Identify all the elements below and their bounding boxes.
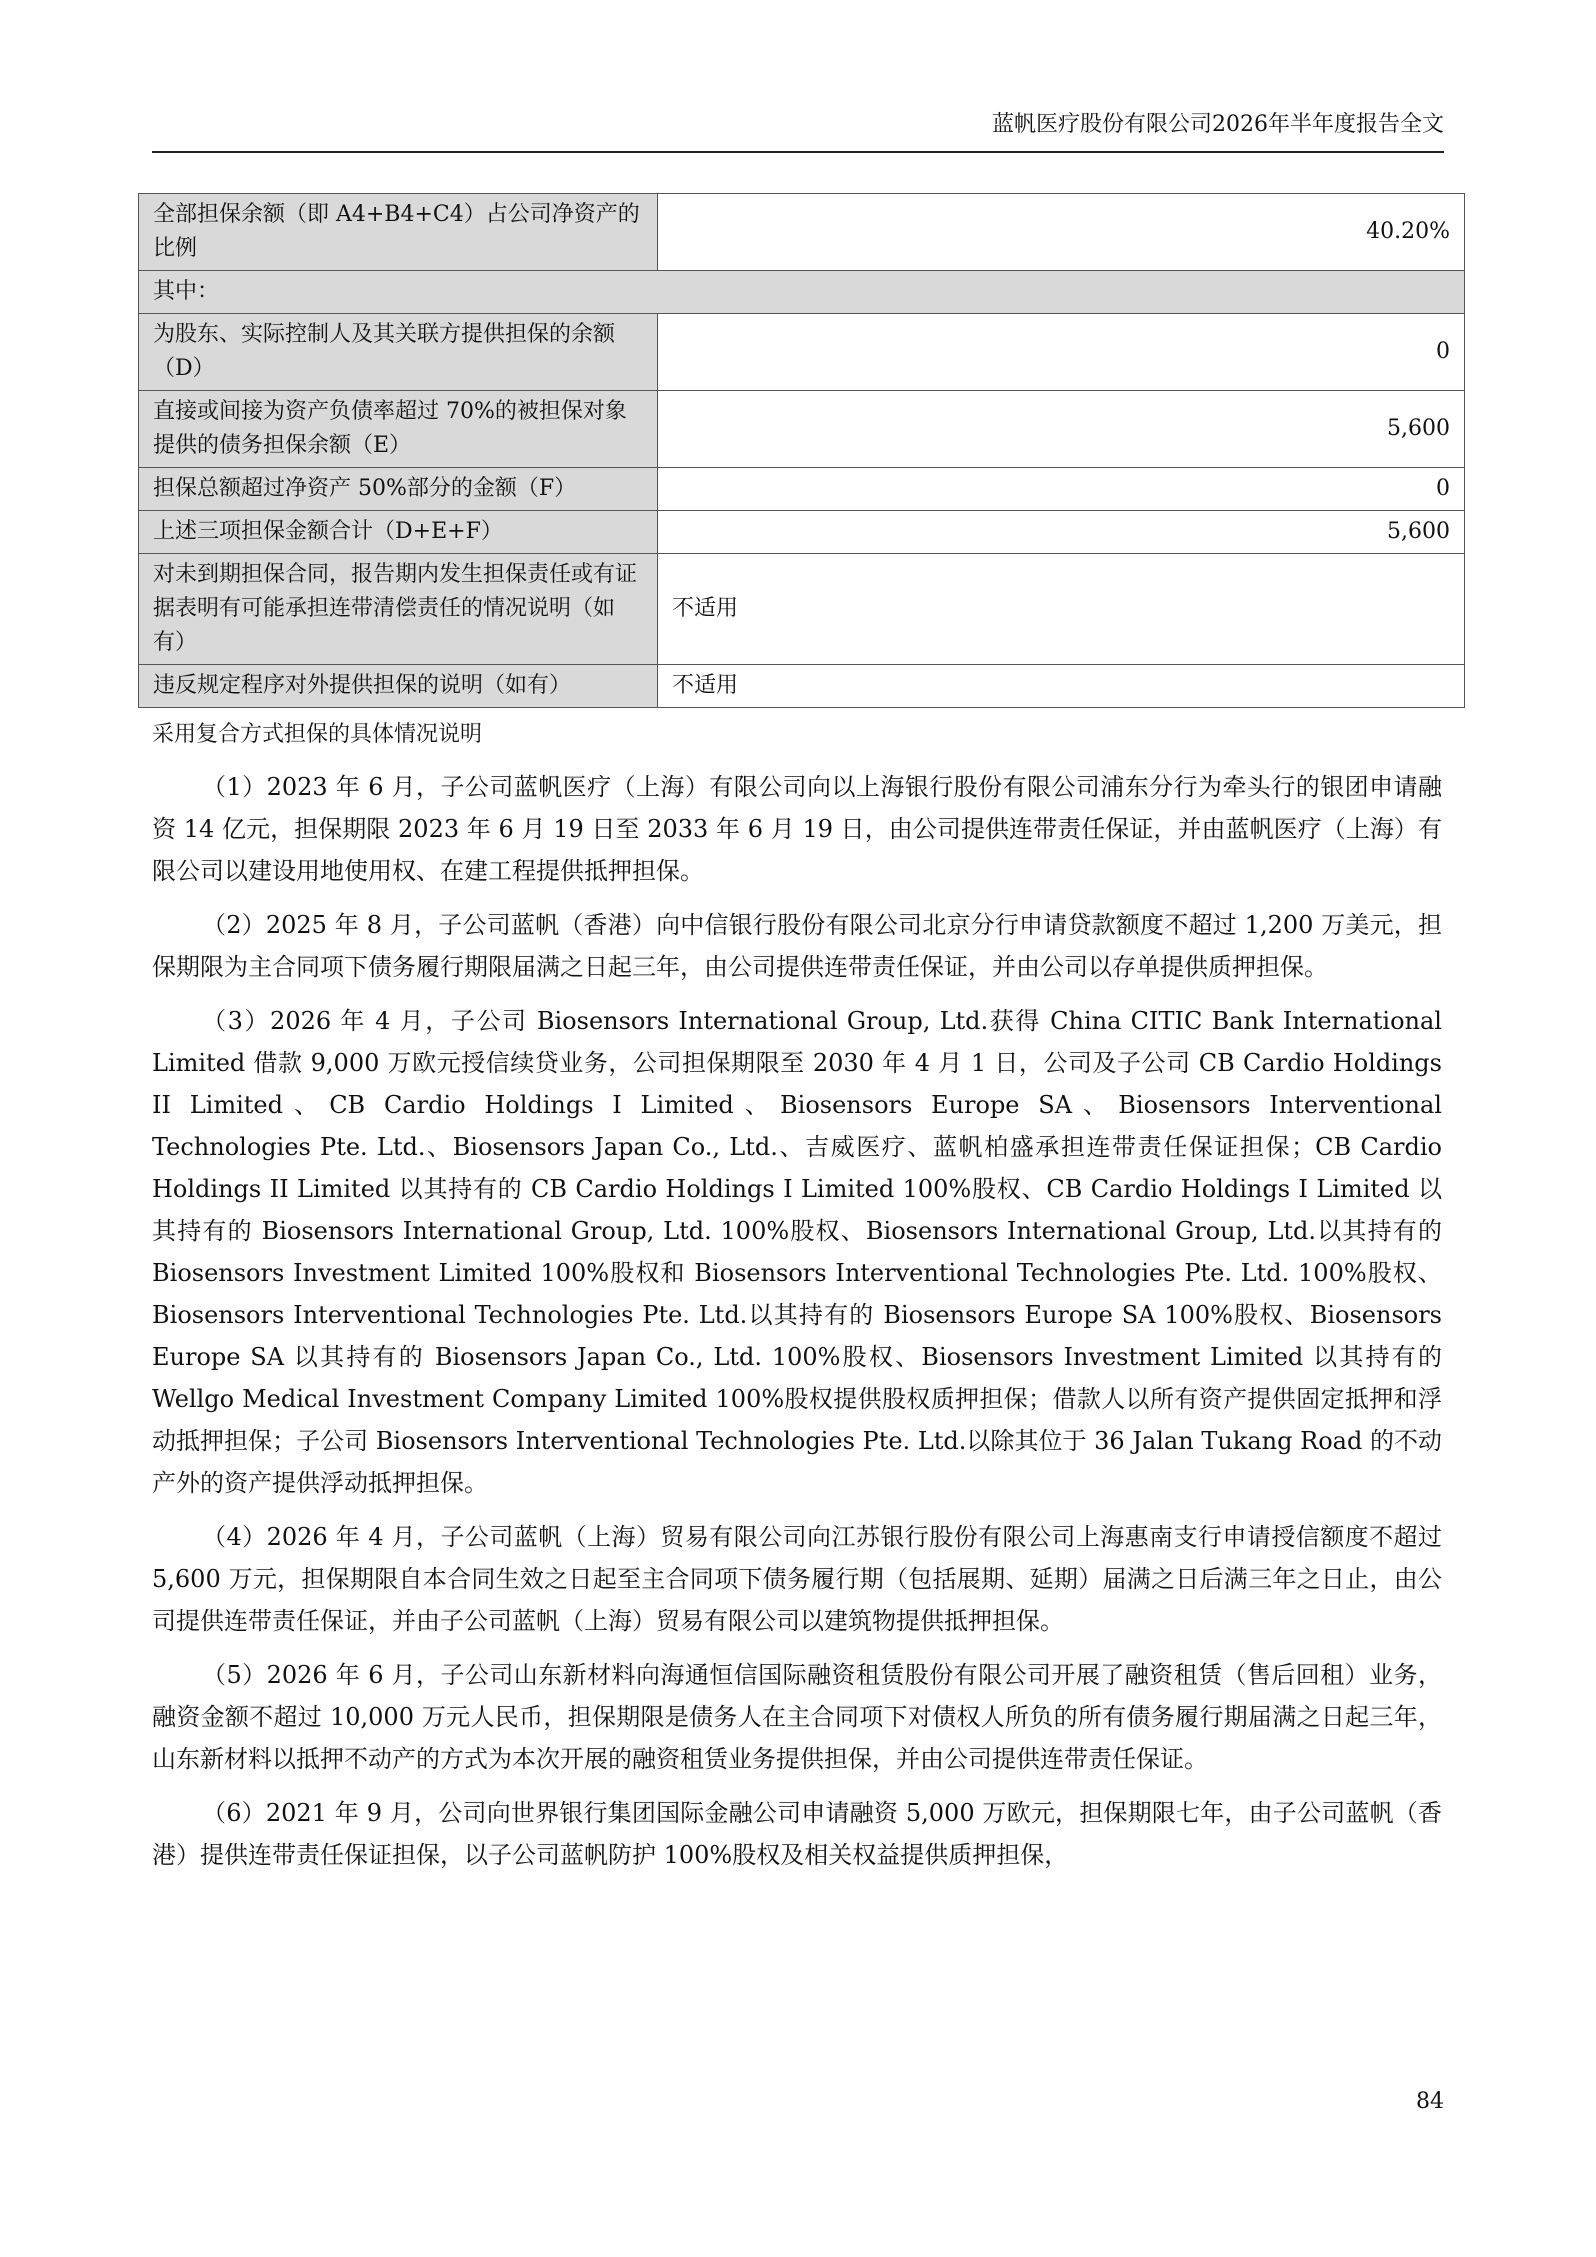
table-row: [139, 554, 1465, 665]
section-caption: 采用复合方式担保的具体情况说明: [152, 722, 483, 747]
guarantee-summary-table: [138, 193, 1465, 708]
table-row: [139, 271, 1465, 314]
row-label: 为股东、实际控制人及其关联方提供担保的余额（D）: [139, 314, 658, 391]
body-text: [152, 766, 1442, 1888]
report-header: 蓝帆医疗股份有限公司2026年半年度报告全文: [992, 112, 1444, 137]
row-value: 不适用: [658, 554, 1465, 665]
paragraph: （2）2025 年 8 月，子公司蓝帆（香港）向中信银行股份有限公司北京分行申请贷款额度不超过 1,200 万美元，担保期限为主合同项下债务履行期限届满之日起三年，由公司提供连带责任保证，并由公司以存单提供质押担保。: [152, 911, 1442, 981]
table-row: [139, 665, 1465, 708]
page-number: 84: [1416, 2089, 1444, 2114]
row-label: 上述三项担保金额合计（D+E+F）: [139, 511, 658, 554]
row-label: 违反规定程序对外提供担保的说明（如有）: [139, 665, 658, 708]
table-row: [139, 314, 1465, 391]
row-value: 5,600: [658, 511, 1465, 554]
table-row: [139, 391, 1465, 468]
row-label: 全部担保余额（即 A4+B4+C4）占公司净资产的比例: [139, 194, 658, 271]
paragraph: （1）2023 年 6 月，子公司蓝帆医疗（上海）有限公司向以上海银行股份有限公司浦东分行为牵头行的银团申请融资 14 亿元，担保期限 2023 年 6 月 19 日至 2033 年 6 月 19 日，由公司提供连带责任保证，并由蓝帆医疗（上海）有限公司以建设用地使用权、在建工程提供抵押担保。: [152, 773, 1442, 885]
paragraph: （3）2026 年 4 月，子公司 Biosensors International Group, Ltd.获得 China CITIC Bank International Limited 借款 9,000 万欧元授信续贷业务，公司担保期限至 2030 年 4 月 1 日，公司及子公司 CB Cardio Holdings II Limited、CB Cardio Holdings I Limited、Biosensors Europe SA、Biosensors Interventional Technologies Pte. Ltd.、Biosensors Japan Co., Ltd.、吉威医疗、蓝帆柏盛承担连带责任保证担保；CB Cardio Holdings II Limited 以其持有的 CB Cardio Holdings I Limited 100%股权、CB Cardio Holdings I Limited 以其持有的 Biosensors International Group, Ltd. 100%股权、Biosensors International Group, Ltd.以其持有的 Biosensors Investment Limited 100%股权和 Biosensors Interventional Technologies Pte. Ltd. 100%股权、Biosensors Interventional Technologies Pte. Ltd.以其持有的 Biosensors Europe SA 100%股权、Biosensors Europe SA 以其持有的 Biosensors Japan Co., Ltd. 100%股权、Biosensors Investment Limited 以其持有的 Wellgo Medical Investment Company Limited 100%股权提供股权质押担保；借款人以所有资产提供固定抵押和浮动抵押担保；子公司 Biosensors Interventional Technologies Pte. Ltd.以除其位于 36 Jalan Tukang Road 的不动产外的资产提供浮动抵押担保。: [152, 1007, 1442, 1497]
header-divider: [152, 151, 1444, 153]
paragraph: （4）2026 年 4 月，子公司蓝帆（上海）贸易有限公司向江苏银行股份有限公司上海惠南支行申请授信额度不超过 5,600 万元，担保期限自本合同生效之日起至主合同项下债务履行期（包括展期、延期）届满之日后满三年之日止，由公司提供连带责任保证，并由子公司蓝帆（上海）贸易有限公司以建筑物提供抵押担保。: [152, 1523, 1442, 1635]
row-label: 直接或间接为资产负债率超过 70%的被担保对象提供的债务担保余额（E）: [139, 391, 658, 468]
row-value: 5,600: [658, 391, 1465, 468]
row-value: 0: [658, 314, 1465, 391]
table-row: [139, 511, 1465, 554]
row-label: 其中：: [139, 271, 1465, 314]
paragraph: （5）2026 年 6 月，子公司山东新材料向海通恒信国际融资租赁股份有限公司开展了融资租赁（售后回租）业务，融资金额不超过 10,000 万元人民币，担保期限是债务人在主合同项下对债权人所负的所有债务履行期届满之日起三年，山东新材料以抵押不动产的方式为本次开展的融资租赁业务提供担保，并由公司提供连带责任保证。: [152, 1661, 1442, 1773]
row-label: 担保总额超过净资产 50%部分的金额（F）: [139, 468, 658, 511]
table-row: [139, 194, 1465, 271]
row-value: 40.20%: [658, 194, 1465, 271]
table-row: [139, 468, 1465, 511]
row-value: 0: [658, 468, 1465, 511]
row-value: 不适用: [658, 665, 1465, 708]
row-label: 对未到期担保合同，报告期内发生担保责任或有证据表明有可能承担连带清偿责任的情况说明（如有）: [139, 554, 658, 665]
paragraph: （6）2021 年 9 月，公司向世界银行集团国际金融公司申请融资 5,000 万欧元，担保期限七年，由子公司蓝帆（香港）提供连带责任保证担保，以子公司蓝帆防护 100%股权及相关权益提供质押担保，: [152, 1799, 1442, 1869]
